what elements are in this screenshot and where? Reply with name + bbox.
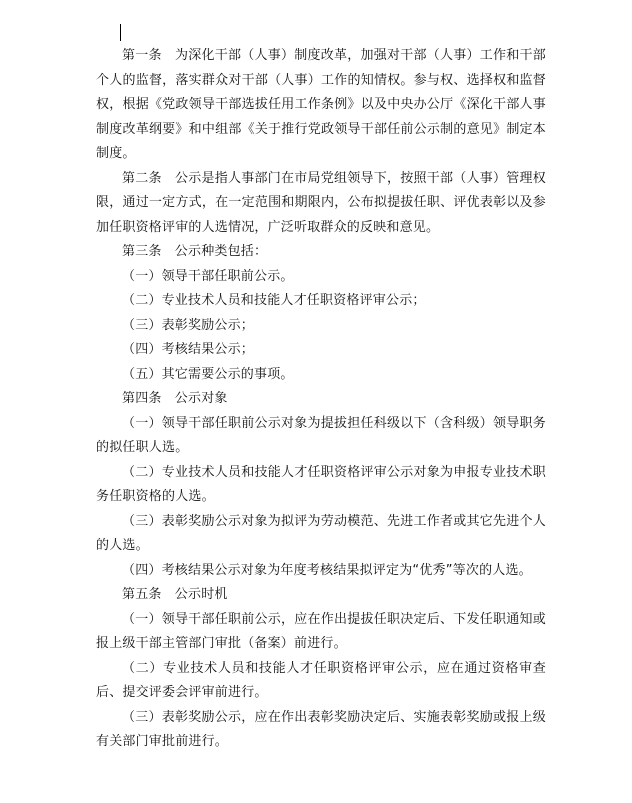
article-4-item-2: （二）专业技术人员和技能人才任职资格评审公示对象为申报专业技术职务任职资格的人选。 [96, 464, 546, 504]
article-3-heading: 第三条 公示种类包括： [122, 244, 268, 259]
article-5-item-1: （一）领导干部任职前公示，应在作出提拔任职决定后、下发任职通知或报上级干部主管部门审批（备案）前进行。 [96, 611, 546, 651]
article-4-item-4: （四）考核结果公示对象为年度考核结果拟评定为“优秀”等次的人选。 [122, 562, 532, 578]
article-2-paragraph: 第二条 公示是指人事部门在市局党组领导下，按照干部（人事）管理权限，通过一定方式，在一定范围和期限内，公布拟提拔任职、评优表彰以及参加任职资格评审的人选情况，广泛听取群众的反映和意见。 [96, 170, 546, 235]
document-body[interactable] [96, 44, 546, 755]
article-4-item-1: （一）领导干部任职前公示对象为提拔担任科级以下（含科级）领导职务的拟任职人选。 [96, 415, 546, 455]
article-4-heading: 第四条 公示对象 [122, 391, 228, 406]
article-5-item-2: （二）专业技术人员和技能人才任职资格评审公示，应在通过资格审查后、提交评委会评审前进行。 [96, 660, 546, 700]
article-5-item-3: （三）表彰奖励公示，应在作出表彰奖励决定后、实施表彰奖励或报上级有关部门审批前进行。 [96, 709, 546, 749]
article-3-item-2: （二）专业技术人员和技能人才任职资格评审公示； [122, 293, 426, 308]
article-3-item-3: （三）表彰奖励公示； [122, 317, 255, 333]
article-3-item-1: （一）领导干部任职前公示。 [122, 268, 294, 284]
article-5-heading: 第五条 公示时机 [122, 587, 228, 602]
article-4-item-3: （三）表彰奖励公示对象为拟评为劳动模范、先进工作者或其它先进个人的人选。 [96, 513, 546, 553]
article-1-paragraph: 第一条 为深化干部（人事）制度改革，加强对干部（人事）工作和干部个人的监督，落实群众对干部（人事）工作的知情权。参与权、选择权和监督权，根据《党政领导干部选拔任用工作条例》以及中央办公厅《深化干部人事制度改革纲要》和中组部《关于推行党政领导干部任前公示制的意见》制定本制度。 [96, 48, 546, 161]
text-cursor [120, 24, 121, 41]
article-3-item-4: （四）考核结果公示； [122, 342, 255, 357]
article-3-item-5: （五）其它需要公示的事项。 [122, 366, 294, 382]
